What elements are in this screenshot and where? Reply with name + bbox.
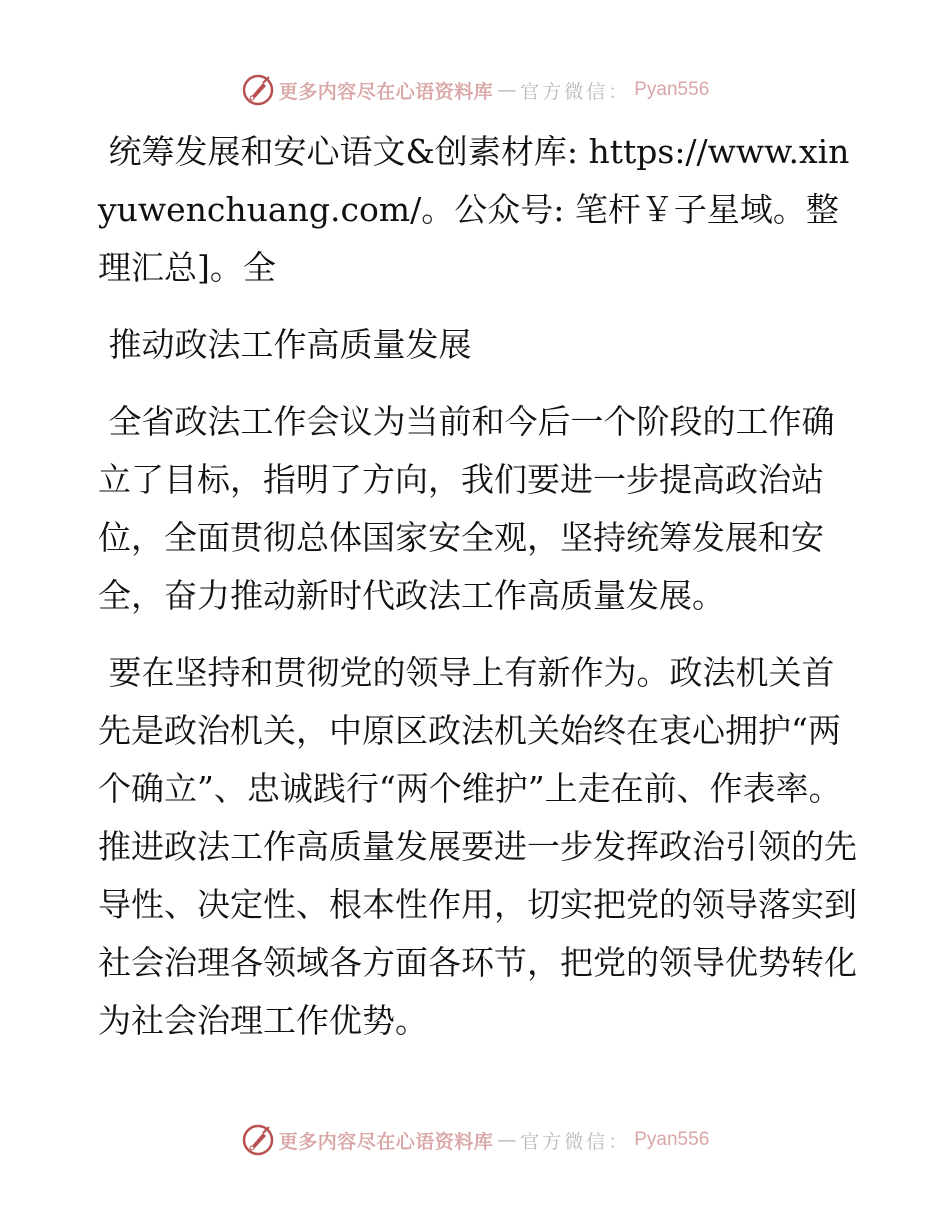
banner-dash: — [497, 79, 517, 101]
paragraph-intro: 全省政法工作会议为当前和今后一个阶段的工作确立了目标，指明了方向，我们要进一步提高政治站位，全面贯彻总体国家安全观，坚持统筹发展和安全，奋力推动新时代政法工作高质量发展。 [98, 402, 835, 615]
quill-logo-icon [241, 73, 275, 107]
banner-official-label: 官方微信： [520, 1130, 631, 1153]
paragraph-party-leadership: 要在坚持和贯彻党的领导上有新作为。政法机关首先是政治机关，中原区政法机关始终在衷心拥护“两个确立”、忠诚践行“两个维护”上走在前、作表率。推进政法工作高质量发展要进一步发挥政治引领的先导性、决定性、根本性作用，切实把党的领导落实到社会治理各领域各方面各环节，把党的领导优势转化为社会治理工作优势。 [98, 653, 857, 1040]
footer-banner [0, 1120, 950, 1160]
document-body [98, 123, 858, 1050]
paragraph-title: 推动政法工作高质量发展 [98, 325, 472, 364]
banner-wechat-id: Pyan556 [634, 79, 710, 100]
banner-wechat-id: Pyan556 [634, 1129, 710, 1150]
quill-logo-icon [241, 1123, 275, 1157]
banner-slogan: 更多内容尽在心语资料库 [278, 1130, 494, 1153]
banner-official-label: 官方微信： [520, 80, 631, 103]
banner-slogan: 更多内容尽在心语资料库 [278, 80, 494, 103]
banner-dash: — [497, 1129, 517, 1151]
header-banner [0, 70, 950, 110]
paragraph-source-note: 统筹发展和安心语文&创素材库: https://www.xinyuwenchuang.com/。公众号: 笔杆￥子星域。整理汇总]。全 [98, 132, 850, 287]
